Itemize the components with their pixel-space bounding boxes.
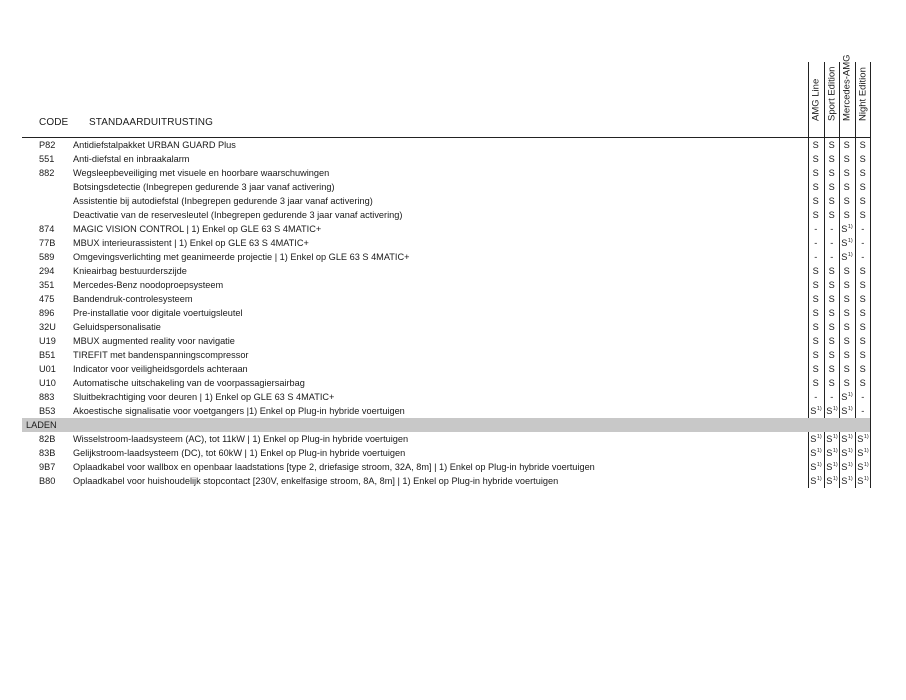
option-description: Automatische uitschakeling van de voorpassagiersairbag bbox=[73, 378, 305, 388]
availability-value: S bbox=[859, 196, 866, 206]
availability-cell bbox=[839, 390, 855, 404]
table-row bbox=[22, 432, 870, 446]
section-header-laden bbox=[22, 418, 870, 432]
availability-cell bbox=[839, 474, 855, 488]
option-code: 82B bbox=[39, 434, 56, 444]
option-code: U10 bbox=[39, 378, 56, 388]
availability-cell bbox=[855, 278, 871, 292]
availability-cell bbox=[839, 194, 855, 208]
table-row bbox=[22, 138, 870, 152]
availability-value: S bbox=[828, 182, 835, 192]
availability-value: S bbox=[843, 154, 850, 164]
availability-cell bbox=[824, 376, 840, 390]
table-row bbox=[22, 222, 870, 236]
availability-value: S bbox=[812, 322, 819, 332]
footnote-marker: 1) bbox=[863, 476, 869, 482]
option-code: B51 bbox=[39, 350, 56, 360]
option-code: 896 bbox=[39, 308, 55, 318]
availability-value: S bbox=[812, 140, 819, 150]
availability-value: S bbox=[812, 196, 819, 206]
option-description: MBUX augmented reality voor navigatie bbox=[73, 336, 235, 346]
availability-value: S bbox=[843, 196, 850, 206]
availability-value: S bbox=[828, 308, 835, 318]
availability-value: S bbox=[859, 308, 866, 318]
availability-cell bbox=[839, 376, 855, 390]
availability-cell bbox=[855, 222, 871, 236]
availability-cell bbox=[839, 292, 855, 306]
availability-value: S bbox=[859, 336, 866, 346]
availability-cell bbox=[808, 348, 824, 362]
option-code: U01 bbox=[39, 364, 56, 374]
option-code: B80 bbox=[39, 476, 56, 486]
footnote-marker: 1) bbox=[863, 448, 869, 454]
availability-cell bbox=[808, 278, 824, 292]
table-row bbox=[22, 404, 870, 418]
availability-cell bbox=[855, 460, 871, 474]
availability-value: S bbox=[826, 476, 833, 486]
availability-value: S bbox=[812, 154, 819, 164]
option-description: Wegsleepbeveiliging met visuele en hoorbare waarschuwingen bbox=[73, 168, 330, 178]
availability-value: S bbox=[859, 350, 866, 360]
availability-value: S bbox=[859, 280, 866, 290]
availability-value: S bbox=[812, 336, 819, 346]
option-description: Oplaadkabel voor huishoudelijk stopcontact [230V, enkelfasige stroom, 8A, 8m] | 1) Enkel op Plug-in hybride voertuigen bbox=[73, 476, 559, 486]
availability-cell bbox=[839, 180, 855, 194]
availability-value: S bbox=[841, 406, 848, 416]
availability-value: S bbox=[810, 448, 817, 458]
footnote-marker: 1) bbox=[832, 434, 838, 440]
availability-cell bbox=[855, 166, 871, 180]
availability-value: S bbox=[828, 322, 835, 332]
availability-value: S bbox=[810, 406, 817, 416]
availability-value: S bbox=[843, 182, 850, 192]
availability-cell bbox=[855, 138, 871, 152]
availability-value: - bbox=[861, 392, 865, 402]
availability-cell bbox=[824, 348, 840, 362]
table-row bbox=[22, 194, 870, 208]
footnote-marker: 1) bbox=[847, 476, 853, 482]
availability-value: S bbox=[812, 378, 819, 388]
option-description: Geluidspersonalisatie bbox=[73, 322, 161, 332]
availability-value: S bbox=[841, 252, 848, 262]
option-code: 589 bbox=[39, 252, 55, 262]
availability-cell bbox=[839, 460, 855, 474]
availability-cell bbox=[824, 390, 840, 404]
footnote-marker: 1) bbox=[847, 434, 853, 440]
availability-value: S bbox=[859, 378, 866, 388]
availability-value: S bbox=[841, 392, 848, 402]
availability-cell bbox=[824, 432, 840, 446]
table-row bbox=[22, 348, 870, 362]
availability-value: S bbox=[843, 210, 850, 220]
availability-value: S bbox=[812, 266, 819, 276]
availability-cell bbox=[855, 194, 871, 208]
option-description: Bandendruk-controlesysteem bbox=[73, 294, 193, 304]
footnote-marker: 1) bbox=[847, 462, 853, 468]
availability-value: - bbox=[861, 238, 865, 248]
availability-value: S bbox=[843, 140, 850, 150]
footnote-marker: 1) bbox=[816, 434, 822, 440]
footnote-marker: 1) bbox=[832, 462, 838, 468]
table-row bbox=[22, 152, 870, 166]
option-code: 475 bbox=[39, 294, 55, 304]
availability-cell bbox=[839, 138, 855, 152]
availability-value: S bbox=[843, 168, 850, 178]
availability-value: S bbox=[841, 224, 848, 234]
availability-cell bbox=[808, 222, 824, 236]
availability-value: S bbox=[828, 336, 835, 346]
availability-cell bbox=[808, 376, 824, 390]
option-description: Pre-installatie voor digitale voertuigsleutel bbox=[73, 308, 243, 318]
availability-cell bbox=[855, 334, 871, 348]
option-code: 874 bbox=[39, 224, 55, 234]
availability-value: S bbox=[843, 336, 850, 346]
availability-cell bbox=[808, 264, 824, 278]
availability-cell bbox=[855, 236, 871, 250]
availability-value: S bbox=[843, 308, 850, 318]
availability-cell bbox=[824, 208, 840, 222]
availability-cell bbox=[824, 320, 840, 334]
availability-value: S bbox=[841, 476, 848, 486]
availability-value: S bbox=[828, 280, 835, 290]
availability-cell bbox=[824, 166, 840, 180]
availability-cell bbox=[855, 320, 871, 334]
availability-value: S bbox=[812, 350, 819, 360]
availability-value: S bbox=[828, 140, 835, 150]
availability-cell bbox=[824, 362, 840, 376]
availability-cell bbox=[808, 432, 824, 446]
availability-cell bbox=[824, 222, 840, 236]
availability-cell bbox=[824, 152, 840, 166]
table-row bbox=[22, 292, 870, 306]
footnote-marker: 1) bbox=[863, 434, 869, 440]
option-code: 883 bbox=[39, 392, 55, 402]
footnote-marker: 1) bbox=[847, 448, 853, 454]
availability-value: S bbox=[826, 448, 833, 458]
option-description: Antidiefstalpakket URBAN GUARD Plus bbox=[73, 140, 236, 150]
availability-value: S bbox=[857, 434, 864, 444]
availability-value: S bbox=[812, 294, 819, 304]
availability-value: S bbox=[841, 238, 848, 248]
availability-value: S bbox=[826, 406, 833, 416]
option-code: 351 bbox=[39, 280, 55, 290]
availability-value: S bbox=[859, 182, 866, 192]
availability-value: - bbox=[814, 224, 818, 234]
option-description: Indicator voor veiligheidsgordels achteraan bbox=[73, 364, 248, 374]
availability-value: S bbox=[841, 434, 848, 444]
availability-cell bbox=[808, 334, 824, 348]
footnote-marker: 1) bbox=[816, 406, 822, 412]
availability-value: S bbox=[841, 462, 848, 472]
availability-value: S bbox=[810, 434, 817, 444]
availability-cell bbox=[808, 460, 824, 474]
table-row bbox=[22, 278, 870, 292]
footnote-marker: 1) bbox=[847, 252, 853, 258]
availability-value: - bbox=[861, 252, 865, 262]
option-description: Sluitbekrachtiging voor deuren | 1) Enkel op GLE 63 S 4MATIC+ bbox=[73, 392, 335, 402]
option-code: U19 bbox=[39, 336, 56, 346]
availability-cell bbox=[808, 446, 824, 460]
availability-value: S bbox=[812, 308, 819, 318]
availability-cell bbox=[808, 194, 824, 208]
availability-cell bbox=[824, 236, 840, 250]
footnote-marker: 1) bbox=[847, 224, 853, 230]
availability-value: S bbox=[841, 448, 848, 458]
availability-value: S bbox=[859, 322, 866, 332]
table-row bbox=[22, 180, 870, 194]
availability-value: - bbox=[861, 224, 865, 234]
availability-cell bbox=[824, 194, 840, 208]
option-code: 551 bbox=[39, 154, 55, 164]
column-header-sport-edition: Sport Edition bbox=[826, 66, 838, 121]
table-row bbox=[22, 390, 870, 404]
option-code: 83B bbox=[39, 448, 56, 458]
availability-value: S bbox=[826, 434, 833, 444]
option-description: TIREFIT met bandenspanningscompressor bbox=[73, 350, 249, 360]
table-row bbox=[22, 320, 870, 334]
availability-value: S bbox=[828, 266, 835, 276]
column-header-amg-line: AMG Line bbox=[810, 78, 822, 121]
availability-cell bbox=[855, 432, 871, 446]
option-description: Anti-diefstal en inbraakalarm bbox=[73, 154, 190, 164]
availability-cell bbox=[855, 446, 871, 460]
option-description: Omgevingsverlichting met geanimeerde projectie | 1) Enkel op GLE 63 S 4MATIC+ bbox=[73, 252, 410, 262]
availability-value: S bbox=[828, 210, 835, 220]
availability-cell bbox=[824, 306, 840, 320]
section-label: LADEN bbox=[26, 420, 57, 430]
availability-cell bbox=[808, 292, 824, 306]
availability-value: S bbox=[828, 294, 835, 304]
availability-cell bbox=[824, 334, 840, 348]
availability-value: S bbox=[828, 378, 835, 388]
option-description: Wisselstroom-laadsysteem (AC), tot 11kW | 1) Enkel op Plug-in hybride voertuigen bbox=[73, 434, 409, 444]
availability-cell bbox=[855, 404, 871, 418]
availability-cell bbox=[839, 208, 855, 222]
availability-value: S bbox=[857, 462, 864, 472]
availability-value: S bbox=[810, 462, 817, 472]
availability-value: - bbox=[830, 238, 834, 248]
availability-value: - bbox=[814, 238, 818, 248]
option-code: B53 bbox=[39, 406, 56, 416]
availability-value: S bbox=[843, 378, 850, 388]
table-row bbox=[22, 208, 870, 222]
availability-value: S bbox=[812, 280, 819, 290]
column-header-mercedes-amg: Mercedes-AMG bbox=[841, 54, 853, 121]
availability-value: S bbox=[857, 448, 864, 458]
option-description: Botsingsdetectie (Inbegrepen gedurende 3 jaar vanaf activering) bbox=[73, 182, 335, 192]
availability-value: S bbox=[826, 462, 833, 472]
availability-cell bbox=[855, 390, 871, 404]
availability-value: S bbox=[828, 168, 835, 178]
footnote-marker: 1) bbox=[816, 462, 822, 468]
availability-cell bbox=[808, 362, 824, 376]
availability-cell bbox=[855, 250, 871, 264]
availability-cell bbox=[808, 404, 824, 418]
availability-cell bbox=[824, 474, 840, 488]
availability-cell bbox=[839, 236, 855, 250]
availability-cell bbox=[808, 152, 824, 166]
option-code: 294 bbox=[39, 266, 55, 276]
availability-cell bbox=[808, 180, 824, 194]
availability-value: S bbox=[828, 350, 835, 360]
table-row bbox=[22, 376, 870, 390]
option-description: Assistentie bij autodiefstal (Inbegrepen gedurende 3 jaar vanaf activering) bbox=[73, 196, 373, 206]
footnote-marker: 1) bbox=[832, 448, 838, 454]
table-row bbox=[22, 446, 870, 460]
option-description: Akoestische signalisatie voor voetgangers |1) Enkel op Plug-in hybride voertuigen bbox=[73, 406, 405, 416]
availability-cell bbox=[824, 138, 840, 152]
footnote-marker: 1) bbox=[816, 476, 822, 482]
option-description: Knieairbag bestuurderszijde bbox=[73, 266, 187, 276]
option-code: 32U bbox=[39, 322, 56, 332]
availability-value: S bbox=[828, 154, 835, 164]
availability-cell bbox=[839, 152, 855, 166]
availability-value: - bbox=[814, 252, 818, 262]
availability-cell bbox=[839, 222, 855, 236]
availability-cell bbox=[808, 236, 824, 250]
availability-value: S bbox=[810, 476, 817, 486]
table-row bbox=[22, 236, 870, 250]
column-header-night-edition: Night Edition bbox=[857, 67, 869, 121]
availability-value: S bbox=[843, 266, 850, 276]
availability-cell bbox=[855, 180, 871, 194]
availability-cell bbox=[839, 264, 855, 278]
availability-value: - bbox=[861, 406, 865, 416]
availability-cell bbox=[855, 376, 871, 390]
footnote-marker: 1) bbox=[847, 392, 853, 398]
availability-cell bbox=[855, 362, 871, 376]
availability-cell bbox=[839, 320, 855, 334]
availability-cell bbox=[808, 138, 824, 152]
table-row bbox=[22, 460, 870, 474]
availability-value: - bbox=[830, 392, 834, 402]
footnote-marker: 1) bbox=[863, 462, 869, 468]
availability-value: S bbox=[828, 364, 835, 374]
table-row bbox=[22, 250, 870, 264]
option-description: Oplaadkabel voor wallbox en openbaar laadstations [type 2, driefasige stroom, 32A, 8m] | 1) Enkel op Plug-in hybride voertuigen bbox=[73, 462, 595, 472]
availability-value: S bbox=[859, 210, 866, 220]
footnote-marker: 1) bbox=[847, 406, 853, 412]
availability-cell bbox=[839, 166, 855, 180]
availability-cell bbox=[808, 474, 824, 488]
availability-cell bbox=[855, 292, 871, 306]
availability-value: S bbox=[843, 280, 850, 290]
availability-cell bbox=[839, 432, 855, 446]
option-code: 77B bbox=[39, 238, 56, 248]
availability-cell bbox=[824, 404, 840, 418]
availability-cell bbox=[839, 362, 855, 376]
availability-cell bbox=[808, 208, 824, 222]
availability-cell bbox=[839, 278, 855, 292]
availability-cell bbox=[824, 180, 840, 194]
equipment-table bbox=[22, 138, 870, 488]
availability-value: S bbox=[843, 322, 850, 332]
footnote-marker: 1) bbox=[832, 476, 838, 482]
option-code: P82 bbox=[39, 140, 56, 150]
availability-value: S bbox=[812, 168, 819, 178]
availability-cell bbox=[808, 320, 824, 334]
availability-value: S bbox=[812, 364, 819, 374]
availability-cell bbox=[824, 250, 840, 264]
availability-value: S bbox=[843, 294, 850, 304]
option-description: MBUX interieurassistent | 1) Enkel op GLE 63 S 4MATIC+ bbox=[73, 238, 309, 248]
footnote-marker: 1) bbox=[847, 238, 853, 244]
availability-cell bbox=[824, 264, 840, 278]
option-description: Deactivatie van de reservesleutel (Inbegrepen gedurende 3 jaar vanaf activering) bbox=[73, 210, 403, 220]
availability-cell bbox=[855, 152, 871, 166]
footnote-marker: 1) bbox=[816, 448, 822, 454]
code-column-header: CODE bbox=[39, 117, 69, 128]
table-row bbox=[22, 474, 870, 488]
standard-equipment-header: STANDAARDUITRUSTING bbox=[89, 117, 213, 128]
availability-cell bbox=[855, 264, 871, 278]
availability-value: S bbox=[812, 210, 819, 220]
availability-cell bbox=[824, 460, 840, 474]
table-row bbox=[22, 264, 870, 278]
availability-value: S bbox=[859, 364, 866, 374]
availability-cell bbox=[855, 208, 871, 222]
availability-value: - bbox=[830, 252, 834, 262]
availability-cell bbox=[808, 166, 824, 180]
option-description: Mercedes-Benz noodoproepsysteem bbox=[73, 280, 224, 290]
availability-cell bbox=[808, 250, 824, 264]
availability-cell bbox=[839, 334, 855, 348]
option-description: Gelijkstroom-laadsysteem (DC), tot 60kW | 1) Enkel op Plug-in hybride voertuigen bbox=[73, 448, 406, 458]
availability-cell bbox=[839, 404, 855, 418]
availability-value: S bbox=[857, 476, 864, 486]
table-row bbox=[22, 166, 870, 180]
availability-cell bbox=[839, 306, 855, 320]
availability-value: - bbox=[830, 224, 834, 234]
table-row bbox=[22, 362, 870, 376]
availability-value: S bbox=[843, 350, 850, 360]
option-code: 882 bbox=[39, 168, 55, 178]
availability-cell bbox=[855, 474, 871, 488]
availability-value: S bbox=[812, 182, 819, 192]
availability-cell bbox=[824, 278, 840, 292]
availability-cell bbox=[839, 446, 855, 460]
availability-value: S bbox=[859, 294, 866, 304]
availability-value: S bbox=[859, 168, 866, 178]
availability-cell bbox=[824, 292, 840, 306]
availability-cell bbox=[855, 348, 871, 362]
availability-cell bbox=[824, 446, 840, 460]
option-description: MAGIC VISION CONTROL | 1) Enkel op GLE 63 S 4MATIC+ bbox=[73, 224, 322, 234]
availability-cell bbox=[839, 348, 855, 362]
availability-cell bbox=[808, 390, 824, 404]
table-row bbox=[22, 334, 870, 348]
availability-value: S bbox=[859, 140, 866, 150]
availability-value: - bbox=[814, 392, 818, 402]
availability-value: S bbox=[859, 266, 866, 276]
footnote-marker: 1) bbox=[832, 406, 838, 412]
availability-value: S bbox=[828, 196, 835, 206]
availability-cell bbox=[808, 306, 824, 320]
availability-cell bbox=[855, 306, 871, 320]
availability-value: S bbox=[859, 154, 866, 164]
option-code: 9B7 bbox=[39, 462, 56, 472]
availability-cell bbox=[839, 250, 855, 264]
availability-value: S bbox=[843, 364, 850, 374]
table-row bbox=[22, 306, 870, 320]
